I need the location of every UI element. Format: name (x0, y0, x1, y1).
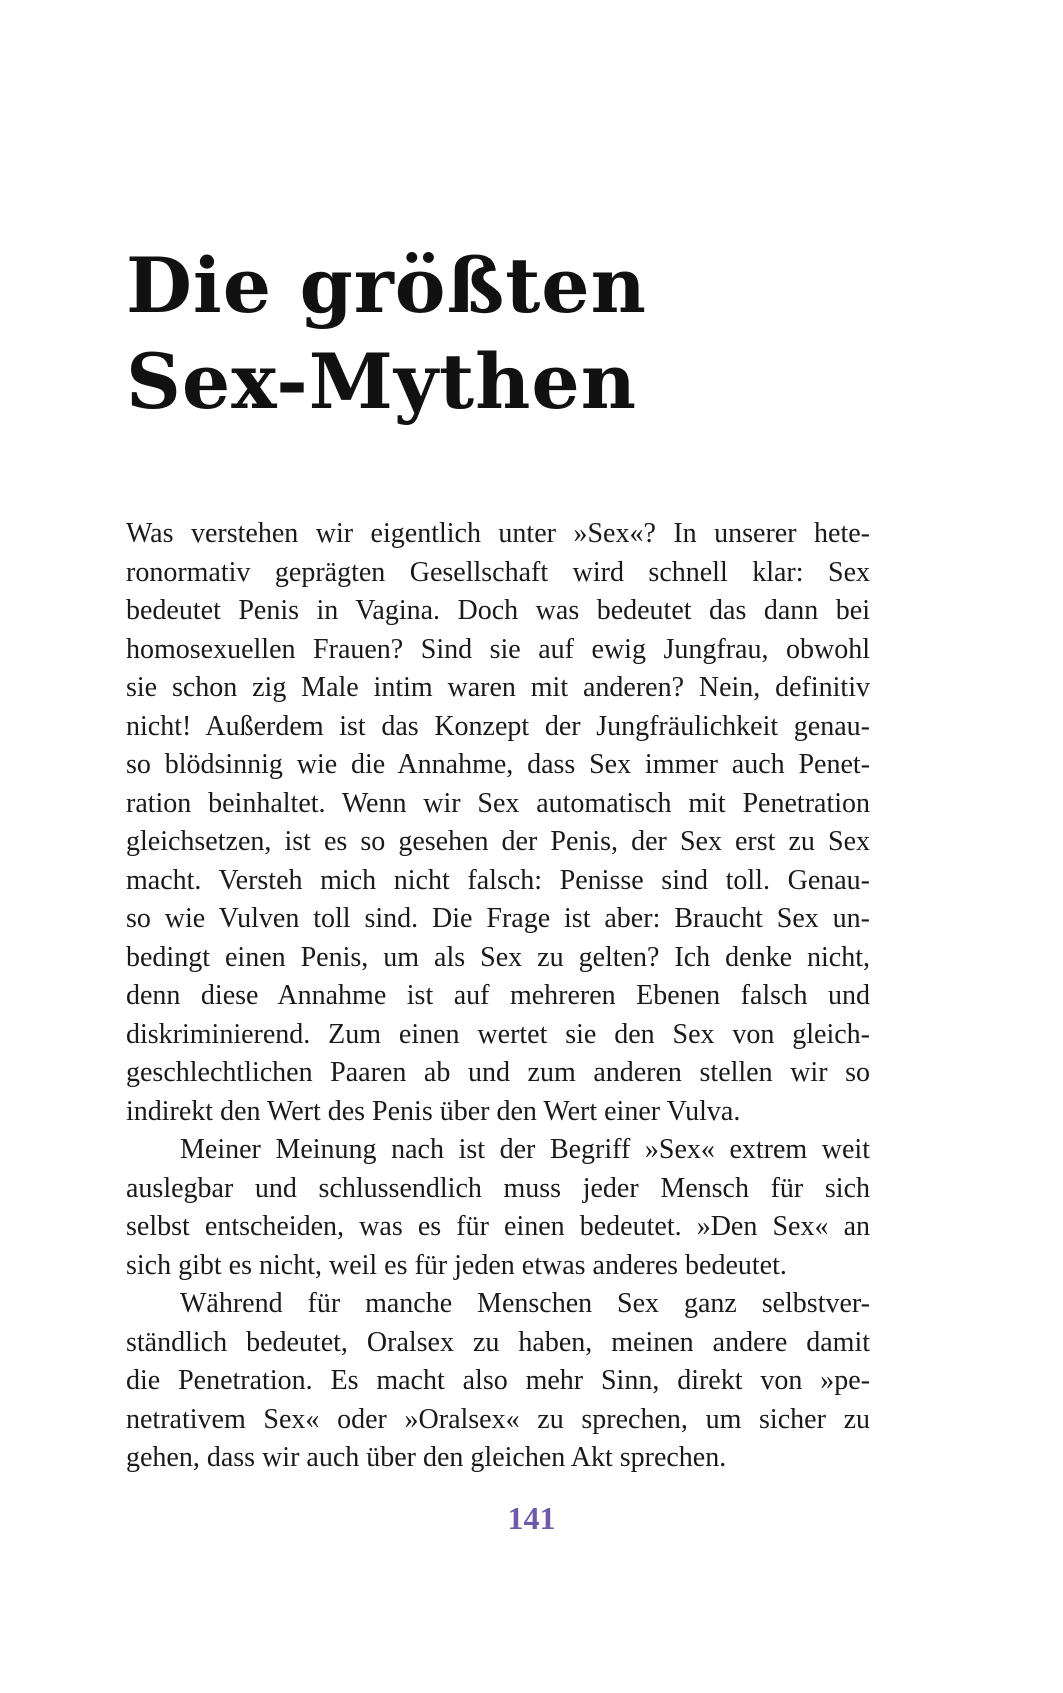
chapter-title (126, 238, 647, 430)
text-line: so blödsinnig wie die Annahme, dass Sex immer auch Penet- (126, 749, 870, 780)
page-number: 141 (507, 1500, 556, 1536)
text-line: ständlich bedeutet, Oralsex zu haben, meinen andere damit (126, 1326, 870, 1358)
text-line: bedingt einen Penis, um als Sex zu gelten? Ich denke nicht, (126, 941, 870, 973)
text-line: so wie Vulven toll sind. Die Frage ist aber: Braucht Sex un- (126, 903, 870, 934)
text-line: auslegbar und schlussendlich muss jeder Mensch für sich (126, 1172, 870, 1204)
text-line: denn diese Annahme ist auf mehreren Ebenen falsch und (126, 980, 870, 1011)
body-text (126, 515, 870, 1478)
text-line: Meiner Meinung nach ist der Begriff »Sex« extrem weit (180, 1134, 870, 1165)
text-line: netrativem Sex« oder »Oralsex« zu sprechen, um sicher zu (126, 1403, 870, 1435)
text-line: macht. Versteh mich nicht falsch: Penisse sind toll. Genau- (126, 864, 870, 896)
text-line: sie schon zig Male intim waren mit anderen? Nein, definitiv (126, 672, 870, 703)
chapter-title-line-1: Die größten (126, 241, 647, 330)
text-line: indirekt den Wert des Penis über den Wert einer Vulva. (126, 1095, 741, 1127)
paragraph-3 (126, 1285, 870, 1478)
text-line: ronormativ geprägten Gesellschaft wird schnell klar: Sex (126, 556, 870, 588)
text-line: sich gibt es nicht, weil es für jeden etwas anderes bedeutet. (126, 1249, 787, 1281)
text-line: selbst entscheiden, was es für einen bedeutet. »Den Sex« an (126, 1211, 870, 1242)
text-line: bedeutet Penis in Vagina. Doch was bedeutet das dann bei (126, 595, 870, 626)
text-line: nicht! Außerdem ist das Konzept der Jungfräulichkeit genau- (126, 710, 870, 742)
text-line: diskriminierend. Zum einen wertet sie den Sex von gleich- (126, 1018, 870, 1050)
text-line: ration beinhaltet. Wenn wir Sex automatisch mit Penetration (126, 787, 870, 819)
text-line: geschlechtlichen Paaren ab und zum anderen stellen wir so (126, 1057, 870, 1088)
text-line: Was verstehen wir eigentlich unter »Sex«? In unserer hete- (126, 518, 870, 549)
text-line: die Penetration. Es macht also mehr Sinn, direkt von »pe- (126, 1365, 870, 1396)
text-line: gehen, dass wir auch über den gleichen Akt sprechen. (126, 1442, 727, 1473)
text-line: gleichsetzen, ist es so gesehen der Penis, der Sex erst zu Sex (126, 826, 870, 857)
text-line: Während für manche Menschen Sex ganz selbstver- (180, 1288, 870, 1319)
text-line: homosexuellen Frauen? Sind sie auf ewig Jungfrau, obwohl (126, 633, 870, 665)
paragraph-2 (126, 1131, 870, 1285)
paragraph-1 (126, 515, 870, 1131)
chapter-title-line-2: Sex-Mythen (126, 337, 638, 426)
